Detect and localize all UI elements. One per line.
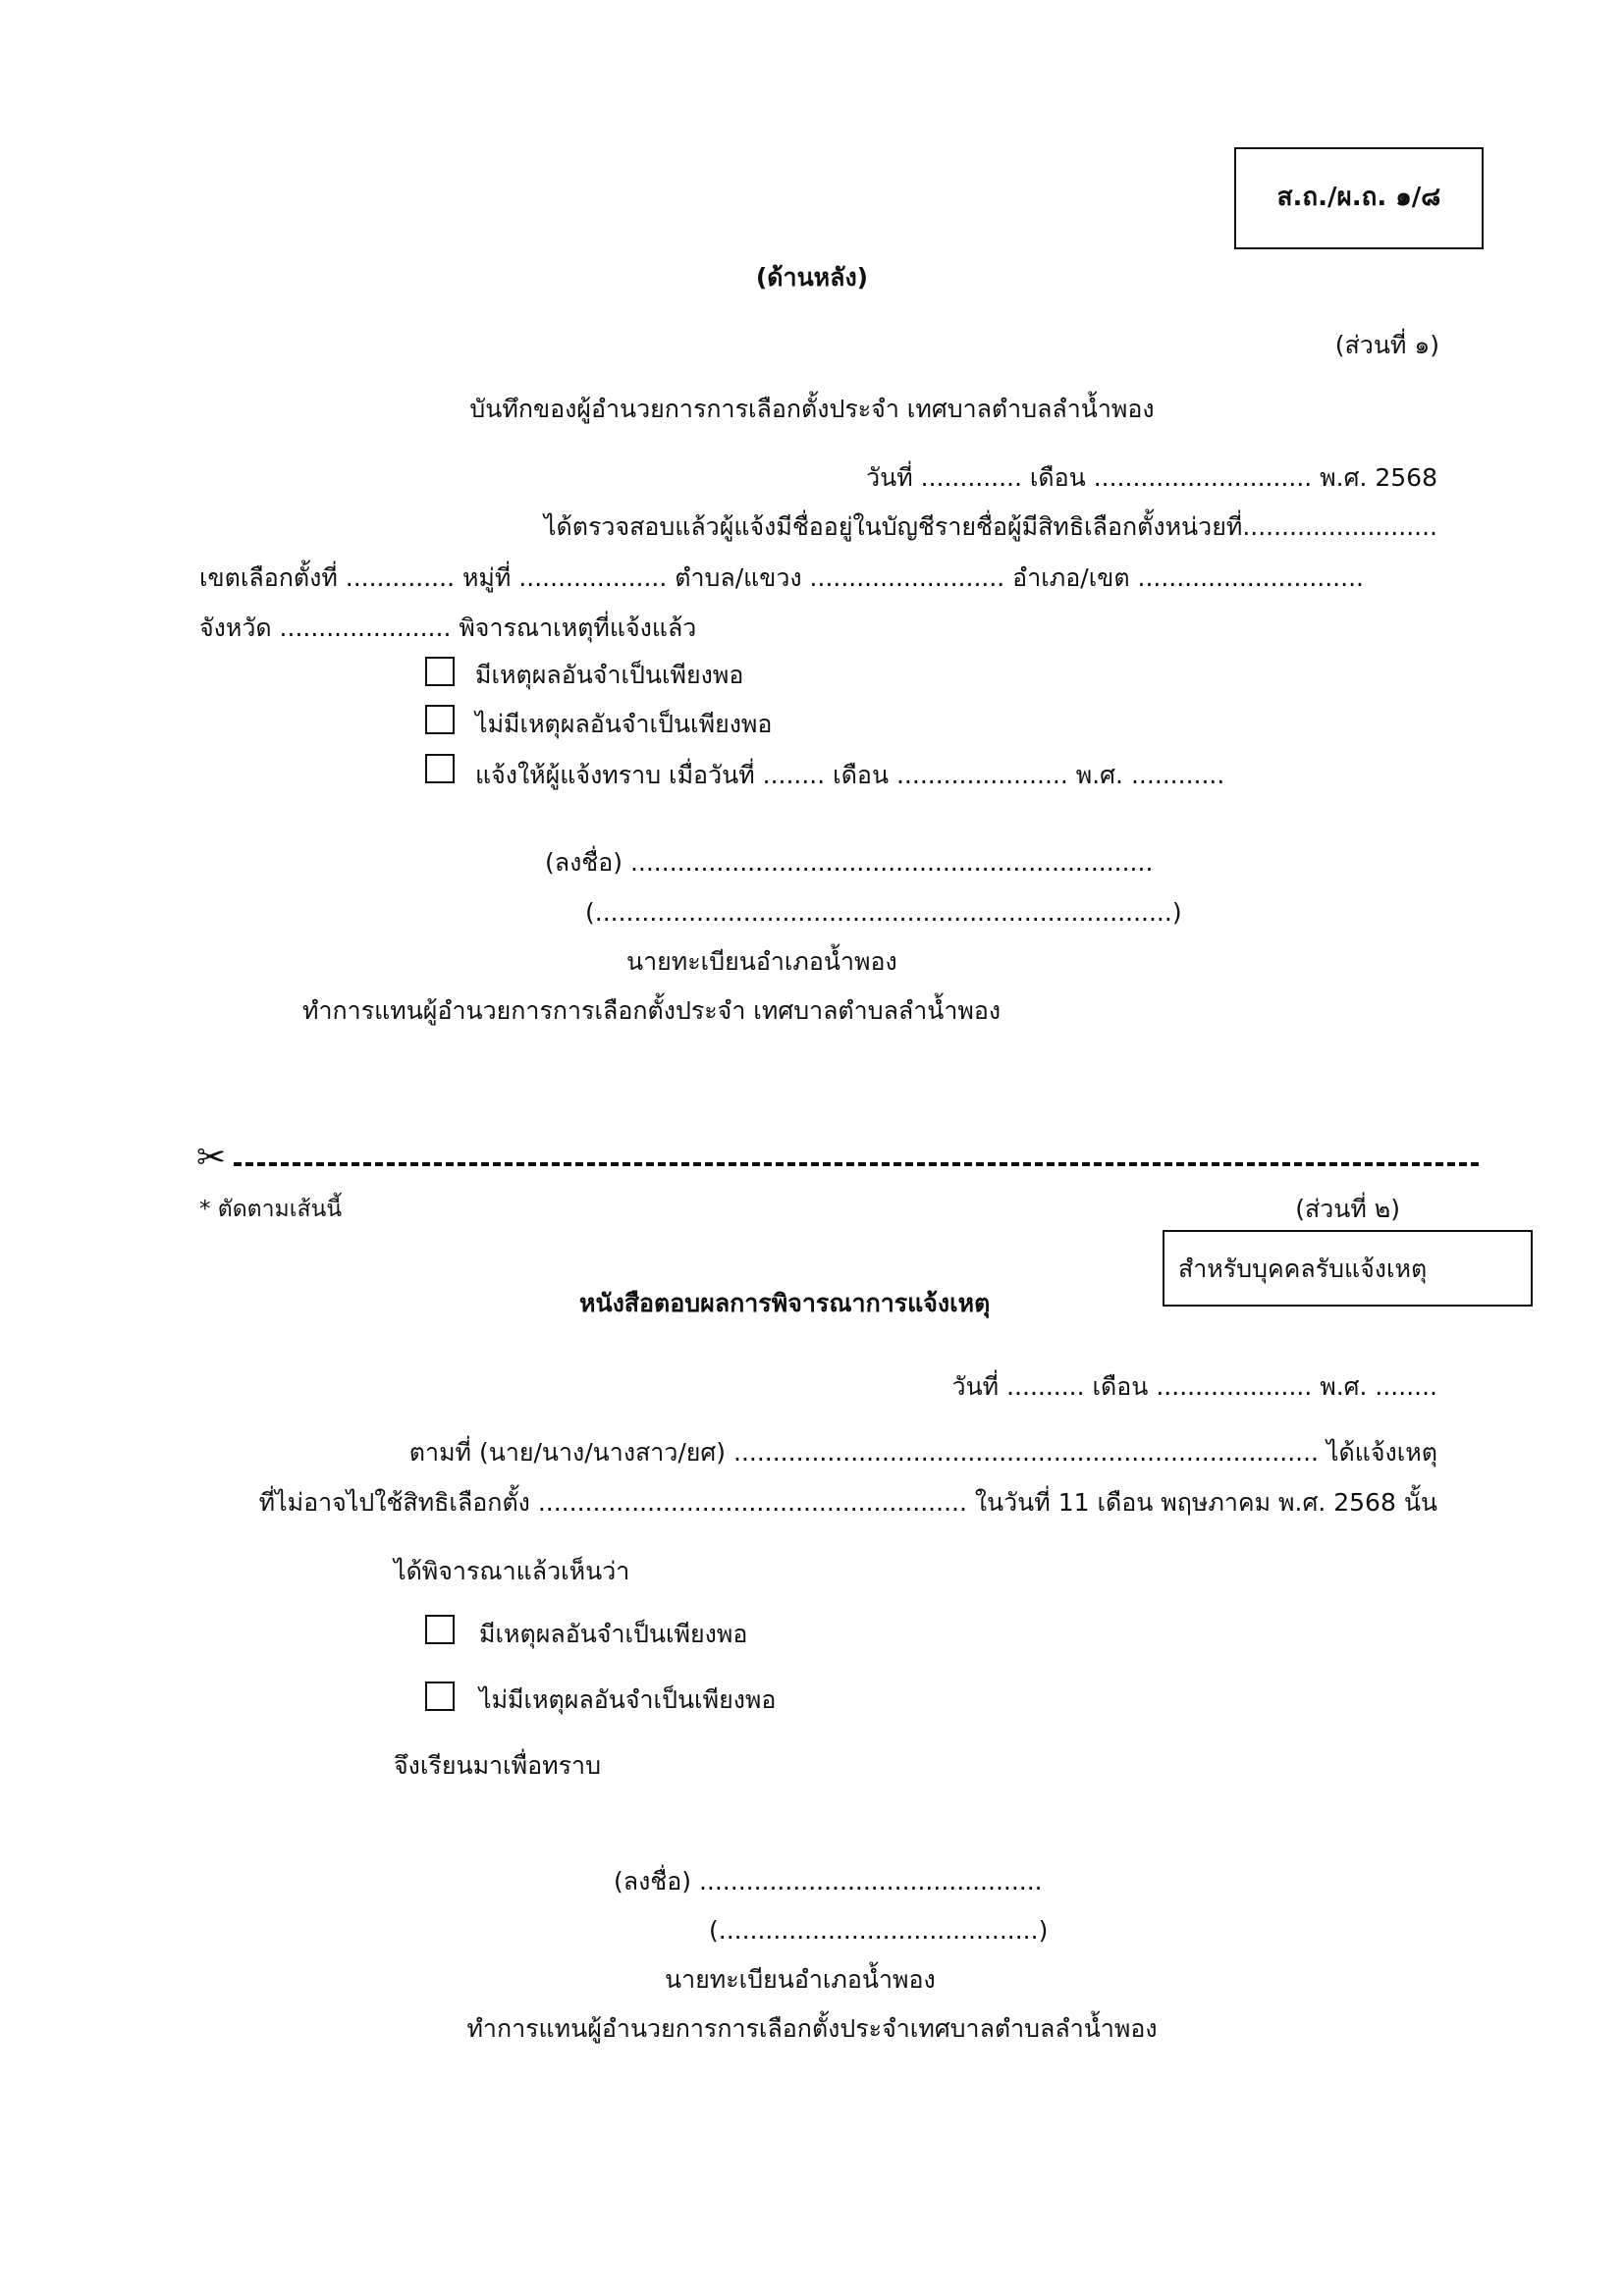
form-code: ส.ถ./ผ.ถ. ๑/๘ (1276, 183, 1441, 212)
part2-checkbox-insufficient[interactable] (425, 1682, 455, 1711)
part2-closing: จึงเรียนมาเพื่อทราบ (394, 1751, 601, 1780)
scissors-icon: ✂ (196, 1138, 227, 1178)
part1-title: บันทึกของผู้อำนวยการการเลือกตั้งประจำ เทศบาลตำบลลำน้ำพอง (469, 395, 1155, 423)
part2-reason-line: ที่ไม่อาจไปใช้สิทธิเลือกตั้ง ....................................................... ในวันที่ 11 เดือน พฤษภาคม พ.ศ. 2568 นั้น (258, 1488, 1437, 1517)
part2-considered-line: ได้พิจารณาแล้วเห็นว่า (394, 1557, 630, 1585)
part1-option-sufficient: มีเหตุผลอันจำเป็นเพียงพอ (475, 661, 744, 689)
recipient-box-label: สำหรับบุคคลรับแจ้งเหตุ (1178, 1255, 1428, 1283)
part1-province-line: จังหวัด ...................... พิจารณาเหตุที่แจ้งแล้ว (199, 614, 697, 642)
part1-checkbox-insufficient[interactable] (425, 705, 455, 734)
part2-date-line: วันที่ .......... เดือน .................... พ.ศ. ........ (951, 1372, 1437, 1401)
back-side-label: (ด้านหลัง) (755, 263, 869, 292)
part1-date-line: วันที่ ............. เดือน ............................ พ.ศ. 2568 (866, 463, 1437, 492)
part2-option-sufficient: มีเหตุผลอันจำเป็นเพียงพอ (479, 1620, 748, 1648)
part1-option-notified: แจ้งให้ผู้แจ้งทราบ เมื่อวันที่ ........ เดือน ...................... พ.ศ. ............ (475, 761, 1225, 789)
part2-acting-for: ทำการแทนผู้อำนวยการการเลือกตั้งประจำเทศบาลตำบลลำน้ำพอง (466, 2014, 1158, 2043)
part2-title: หนังสือตอบผลการพิจารณาการแจ้งเหตุ (579, 1289, 991, 1317)
part2-checkbox-sufficient[interactable] (425, 1615, 455, 1644)
cut-instruction: * ตัดตามเส้นนี้ (199, 1197, 343, 1222)
part1-signature-line: (ลงชื่อ) ................................................................... (545, 848, 1154, 877)
part1-acting-for: ทำการแทนผู้อำนวยการการเลือกตั้งประจำ เทศบาลตำบลลำน้ำพอง (302, 996, 1001, 1025)
part1-location-line: เขตเลือกตั้งที่ .............. หมู่ที่ ................... ตำบล/แขวง ......................... อำเภอ/เขต ............................. (199, 563, 1364, 592)
part1-label: (ส่วนที่ ๑) (1334, 331, 1439, 359)
part1-checkbox-notified[interactable] (425, 754, 455, 783)
part2-label: (ส่วนที่ ๒) (1295, 1195, 1400, 1223)
part2-name-line: (.........................................) (709, 1916, 1049, 1945)
part1-voter-list-line: ได้ตรวจสอบแล้วผู้แจ้งมีชื่ออยู่ในบัญชีรายชื่อผู้มีสิทธิเลือกตั้งหน่วยที่......................... (543, 512, 1437, 541)
part2-according-line: ตามที่ (นาย/นาง/นางสาว/ยศ) ........................................................................... ได้แจ้งเหตุ (408, 1438, 1437, 1467)
part1-registrar-position: นายทะเบียนอำเภอน้ำพอง (626, 947, 897, 976)
part2-signature-line: (ลงชื่อ) ............................................ (614, 1867, 1043, 1896)
part1-name-line: (..........................................................................) (585, 898, 1182, 927)
part2-option-insufficient: ไม่มีเหตุผลอันจำเป็นเพียงพอ (479, 1685, 777, 1714)
part2-registrar-position: นายทะเบียนอำเภอน้ำพอง (665, 1965, 936, 1994)
cut-line (234, 1162, 1479, 1166)
part1-option-insufficient: ไม่มีเหตุผลอันจำเป็นเพียงพอ (475, 710, 773, 738)
part1-checkbox-sufficient[interactable] (425, 657, 455, 686)
